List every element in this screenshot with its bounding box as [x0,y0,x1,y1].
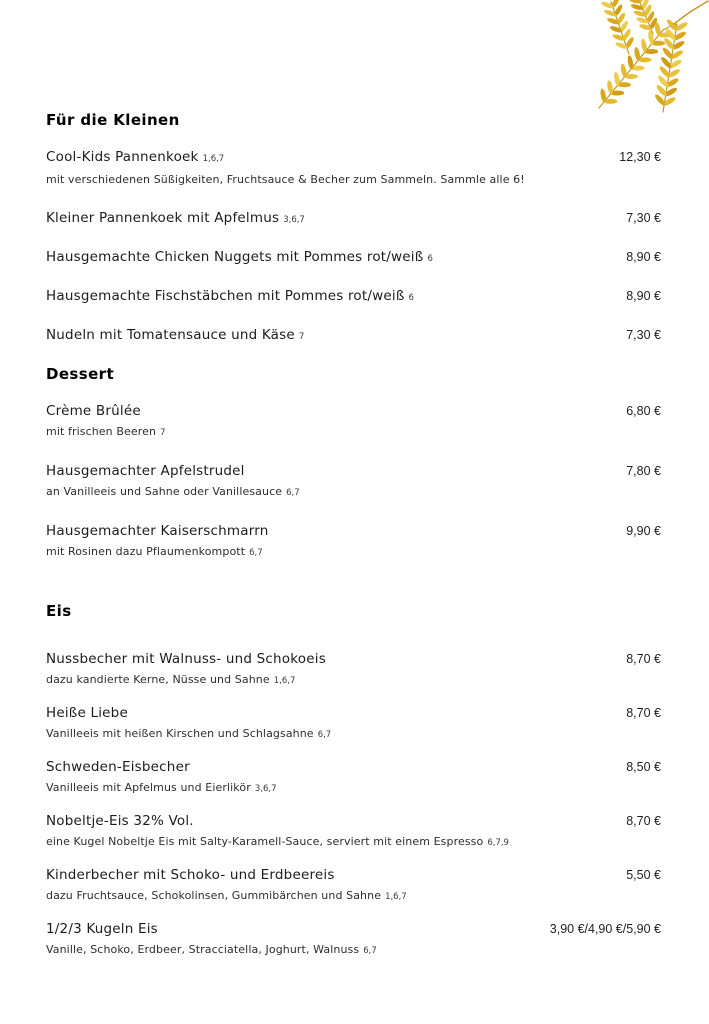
item-description-text: an Vanilleeis und Sahne oder Vanillesauce [46,485,283,498]
item-name-text: Nussbecher mit Walnuss- und Schokoeis [46,651,326,667]
item-name [46,208,317,230]
item-row [46,401,661,421]
item-row [46,461,661,481]
item-row [46,208,661,230]
allergen-numbers: 6,7 [286,488,300,498]
item-name-text: Hausgemachte Chicken Nuggets mit Pommes rot/weiß [46,249,424,265]
item-description-text: Vanilleeis mit heißen Kirschen und Schlagsahne [46,727,314,740]
menu-item [46,811,661,851]
item-price: 7,80 € [626,464,661,478]
allergen-numbers: 7 [298,332,305,342]
item-name-text: Heiße Liebe [46,705,128,721]
item-name-text: Kleiner Pannenkoek mit Apfelmus [46,210,280,226]
item-description-text: Vanille, Schoko, Erdbeer, Stracciatella, Joghurt, Walnuss [46,943,360,956]
item-price: 8,70 € [626,814,661,828]
item-row [46,649,661,669]
item-description [46,172,661,188]
item-price: 7,30 € [626,328,661,342]
golden-fern-icon [559,0,709,120]
item-row [46,865,661,885]
item-name-text: 1/2/3 Kugeln Eis [46,921,158,937]
menu-section [46,364,661,581]
item-name [46,757,202,777]
item-description [46,942,661,959]
item-name [46,325,316,347]
item-row [46,811,661,831]
item-description-text: mit frischen Beeren [46,425,157,438]
item-name-text: Nudeln mit Tomatensauce und Käse [46,327,295,343]
item-name [46,247,445,269]
item-name [46,649,338,669]
item-price: 8,70 € [626,706,661,720]
section-heading: Dessert [46,365,115,383]
item-description [46,780,661,797]
item-price: 8,50 € [626,760,661,774]
item-description [46,424,661,441]
item-name-text: Cool-Kids Pannenkoek [46,149,199,165]
item-name [46,401,153,421]
menu-item [46,521,661,561]
item-row [46,521,661,541]
menu-item [46,649,661,689]
allergen-numbers: 1,6,7 [202,154,225,164]
allergen-numbers: 6 [408,293,414,303]
item-description-text: dazu kandierte Kerne, Nüsse und Sahne [46,673,270,686]
item-row [46,147,661,169]
allergen-numbers: 6,7 [363,946,377,956]
item-row [46,919,661,939]
item-name-text: Kinderbecher mit Schoko- und Erdbeereis [46,867,335,883]
menu-item [46,703,661,743]
item-row [46,703,661,723]
item-price: 6,80 € [626,404,661,418]
menu-section [46,601,661,973]
allergen-numbers: 6,7 [317,730,332,740]
item-name [46,919,170,939]
menu-item [46,147,661,188]
menu-item [46,325,661,347]
item-description-text: Vanilleeis mit Apfelmus und Eierlikör [46,781,251,794]
item-row [46,325,661,347]
item-description-text: dazu Fruchtsauce, Schokolinsen, Gummibärchen und Sahne [46,889,382,902]
menu-item [46,401,661,441]
allergen-numbers: 6 [427,254,433,264]
item-name [46,521,280,541]
item-name [46,703,140,723]
item-description-text: eine Kugel Nobeltje Eis mit Salty-Karamell-Sauce, serviert mit einem Espresso [46,835,484,848]
menu-item [46,919,661,959]
item-name [46,461,257,481]
item-name-text: Hausgemachter Apfelstrudel [46,463,245,479]
item-price: 3,90 €/4,90 €/5,90 € [549,922,661,936]
item-name-text: Schweden-Eisbecher [46,759,190,775]
item-description [46,888,661,905]
item-name [46,147,236,169]
item-price: 7,30 € [626,211,661,225]
item-row [46,286,661,308]
allergen-numbers: 3,6,7 [283,215,305,225]
menu-item [46,286,661,308]
item-description [46,726,661,743]
item-description [46,672,661,689]
item-name [46,865,347,885]
section-heading: Eis [46,602,72,620]
allergen-numbers: 6,7,9 [487,838,509,848]
menu-item [46,461,661,501]
item-description-text: mit Rosinen dazu Pflaumenkompott [46,545,246,558]
item-name-text: Crème Brûlée [46,403,141,419]
menu-item [46,865,661,905]
item-price: 9,90 € [626,524,661,538]
allergen-numbers: 1,6,7 [273,676,296,686]
menu-item [46,757,661,797]
item-name [46,811,206,831]
allergen-numbers: 7 [160,428,166,438]
menu-item [46,247,661,269]
menu-item [46,208,661,230]
menu-section [46,110,661,364]
menu [46,110,661,973]
allergen-numbers: 1,6,7 [385,892,407,902]
item-row [46,247,661,269]
item-description-text: mit verschiedenen Süßigkeiten, Fruchtsauce & Becher zum Sammeln. Sammle alle 6! [46,173,525,186]
allergen-numbers: 6,7 [249,548,263,558]
item-description [46,544,661,561]
allergen-numbers: 3,6,7 [254,784,277,794]
item-row [46,757,661,777]
section-heading: Für die Kleinen [46,111,180,129]
item-description [46,834,661,851]
item-name-text: Hausgemachter Kaiserschmarrn [46,523,269,539]
item-price: 5,50 € [626,868,661,882]
item-description [46,484,661,501]
item-name-text: Nobeltje-Eis 32% Vol. [46,813,194,829]
item-price: 12,30 € [619,150,661,164]
item-price: 8,90 € [626,250,661,264]
item-name [46,286,426,308]
item-name-text: Hausgemachte Fischstäbchen mit Pommes rot/weiß [46,288,405,304]
item-price: 8,70 € [626,652,661,666]
item-price: 8,90 € [626,289,661,303]
